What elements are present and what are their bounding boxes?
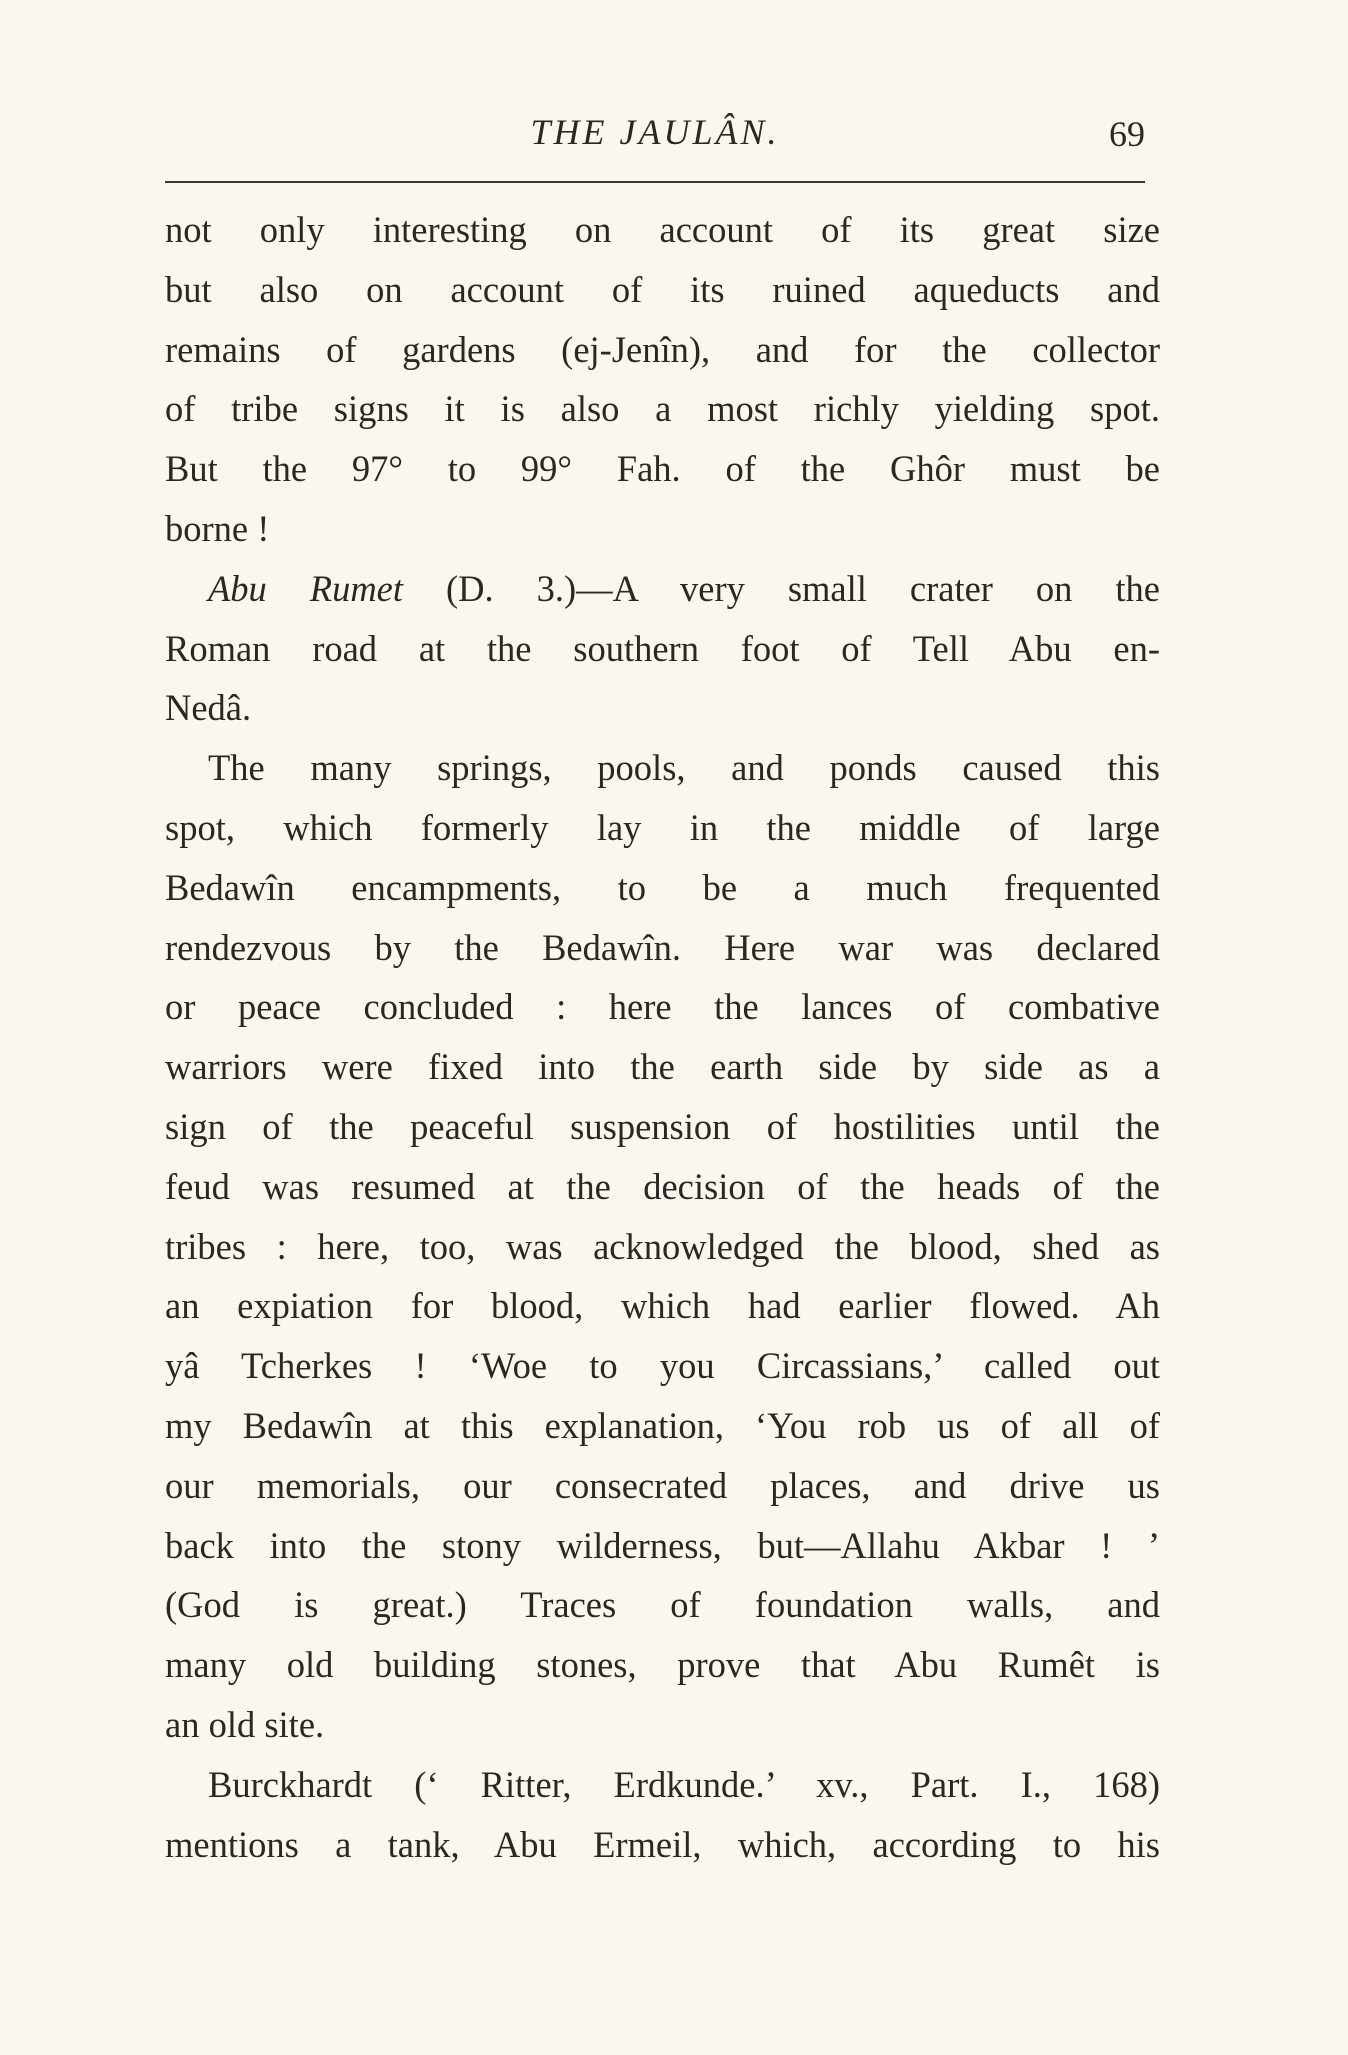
text-line: (God is great.) Traces of foundation walls, and bbox=[165, 1584, 1160, 1626]
text-line: spot, which formerly lay in the middle of large bbox=[165, 806, 1160, 848]
text-line: borne ! bbox=[165, 507, 270, 549]
text-line: feud was resumed at the decision of the heads of the bbox=[165, 1165, 1160, 1207]
text-line: remains of gardens (ej-Jenîn), and for the collector bbox=[165, 328, 1160, 370]
text-line: back into the stony wilderness, but—Allahu Akbar ! ’ bbox=[165, 1524, 1160, 1566]
text-line: sign of the peaceful suspension of hostilities until the bbox=[165, 1105, 1160, 1147]
text-line: Roman road at the southern foot of Tell Abu en- bbox=[165, 627, 1160, 669]
header-rule bbox=[165, 181, 1145, 183]
body-text bbox=[165, 200, 1160, 1874]
text-line: our memorials, our consecrated places, and drive us bbox=[165, 1464, 1160, 1506]
text-line: but also on account of its ruined aqueducts and bbox=[165, 268, 1160, 310]
text-line: many old building stones, prove that Abu Rumêt is bbox=[165, 1644, 1160, 1686]
text-line: yâ Tcherkes ! ‘Woe to you Circassians,’ called out bbox=[165, 1345, 1160, 1387]
text-line: mentions a tank, Abu Ermeil, which, according to his bbox=[165, 1823, 1160, 1865]
text-line: my Bedawîn at this explanation, ‘You rob us of all of bbox=[165, 1404, 1160, 1446]
text-line: Burckhardt (‘ Ritter, Erdkunde.’ xv., Part. I., 168) bbox=[208, 1763, 1160, 1805]
entry-text: (D. 3.)—A very small crater on the bbox=[403, 567, 1160, 609]
text-line: of tribe signs it is also a most richly yielding spot. bbox=[165, 388, 1160, 430]
text-line: an expiation for blood, which had earlier flowed. Ah bbox=[165, 1285, 1160, 1327]
text-line: tribes : here, too, was acknowledged the blood, shed as bbox=[165, 1225, 1160, 1267]
text-line: Nedâ. bbox=[165, 687, 252, 729]
text-line: rendezvous by the Bedawîn. Here war was declared bbox=[165, 926, 1160, 968]
text-line: Bedawîn encampments, to be a much frequented bbox=[165, 866, 1160, 908]
running-title: THE JAULÂN. bbox=[530, 112, 780, 152]
entry-heading-line bbox=[165, 559, 1160, 619]
text-line: warriors were fixed into the earth side by side as a bbox=[165, 1046, 1160, 1088]
text-line: or peace concluded : here the lances of combative bbox=[165, 986, 1160, 1028]
place-name: Abu Rumet bbox=[208, 567, 404, 609]
running-head bbox=[165, 108, 1145, 156]
text-line: The many springs, pools, and ponds caused this bbox=[208, 747, 1160, 789]
text-line: But the 97° to 99° Fah. of the Ghôr must be bbox=[165, 448, 1160, 490]
text-line: not only interesting on account of its great size bbox=[165, 209, 1160, 250]
page-number: 69 bbox=[1109, 114, 1145, 154]
text-line: an old site. bbox=[165, 1703, 325, 1745]
